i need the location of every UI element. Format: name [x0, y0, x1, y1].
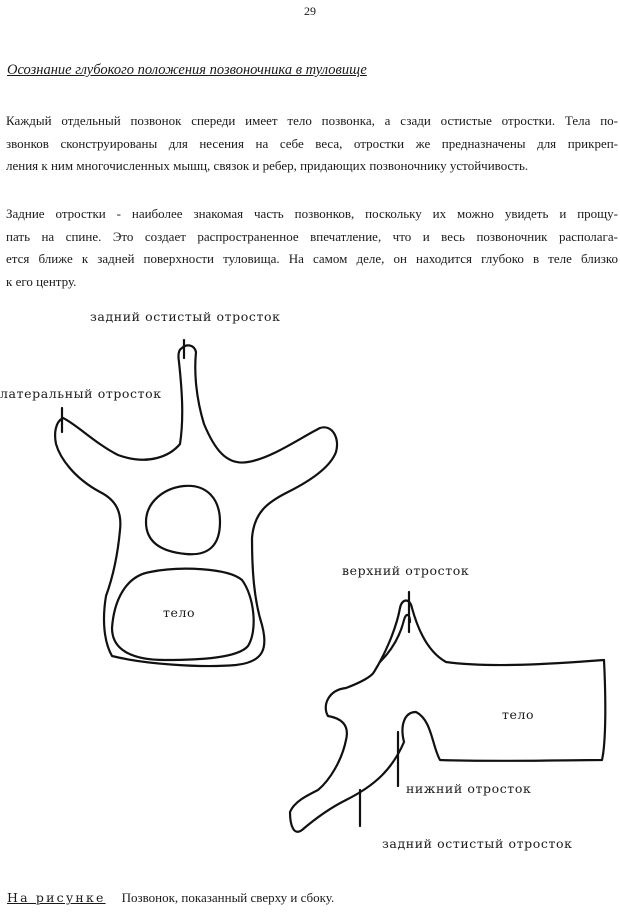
- vertebral-foramen: [146, 486, 220, 554]
- label-spinous-side: задний остистый отросток: [382, 836, 573, 851]
- page-number: 29: [304, 4, 316, 18]
- label-superior: верхний отросток: [342, 563, 470, 578]
- figure-caption: [7, 890, 334, 906]
- label-lateral: латеральный отросток: [0, 386, 162, 401]
- paragraph-line: ления к ним многочисленных мышц, связок и ребер, придающих позвоночнику устойчивость.: [6, 158, 529, 173]
- label-inferior: нижний отросток: [406, 781, 532, 796]
- paragraph-line: Задние отростки - наиболее знакомая часть позвонков, поскольку их можно увидеть и прощу-: [6, 206, 618, 221]
- paragraph-line: звонков сконструированы для несения на себе веса, отростки же предназначены для прикреп-: [6, 135, 618, 151]
- caption-label: На рисунке: [7, 890, 106, 905]
- paragraph-line: Каждый отдельный позвонок спереди имеет тело позвонка, а сзади остистые отростки. Тела по-: [6, 113, 618, 128]
- label-body-side: тело: [502, 707, 535, 722]
- paragraph-line: к его центру.: [6, 273, 77, 289]
- vertebra-side-outline: [290, 601, 605, 832]
- caption-text: Позвонок, показанный сверху и сбоку.: [121, 890, 335, 905]
- label-spinous-top: задний остистый отросток: [90, 309, 281, 324]
- paragraph-line: ется ближе к задней поверхности туловища. На самом деле, он находится глубоко в теле близко: [6, 251, 618, 266]
- label-body-top: тело: [163, 605, 196, 620]
- paragraph-line: пать на спине. Это создает распространенное впечатление, что и весь позвоночник располага-: [6, 228, 618, 244]
- section-heading: Осознание глубокого положения позвоночника в туловище: [7, 62, 367, 78]
